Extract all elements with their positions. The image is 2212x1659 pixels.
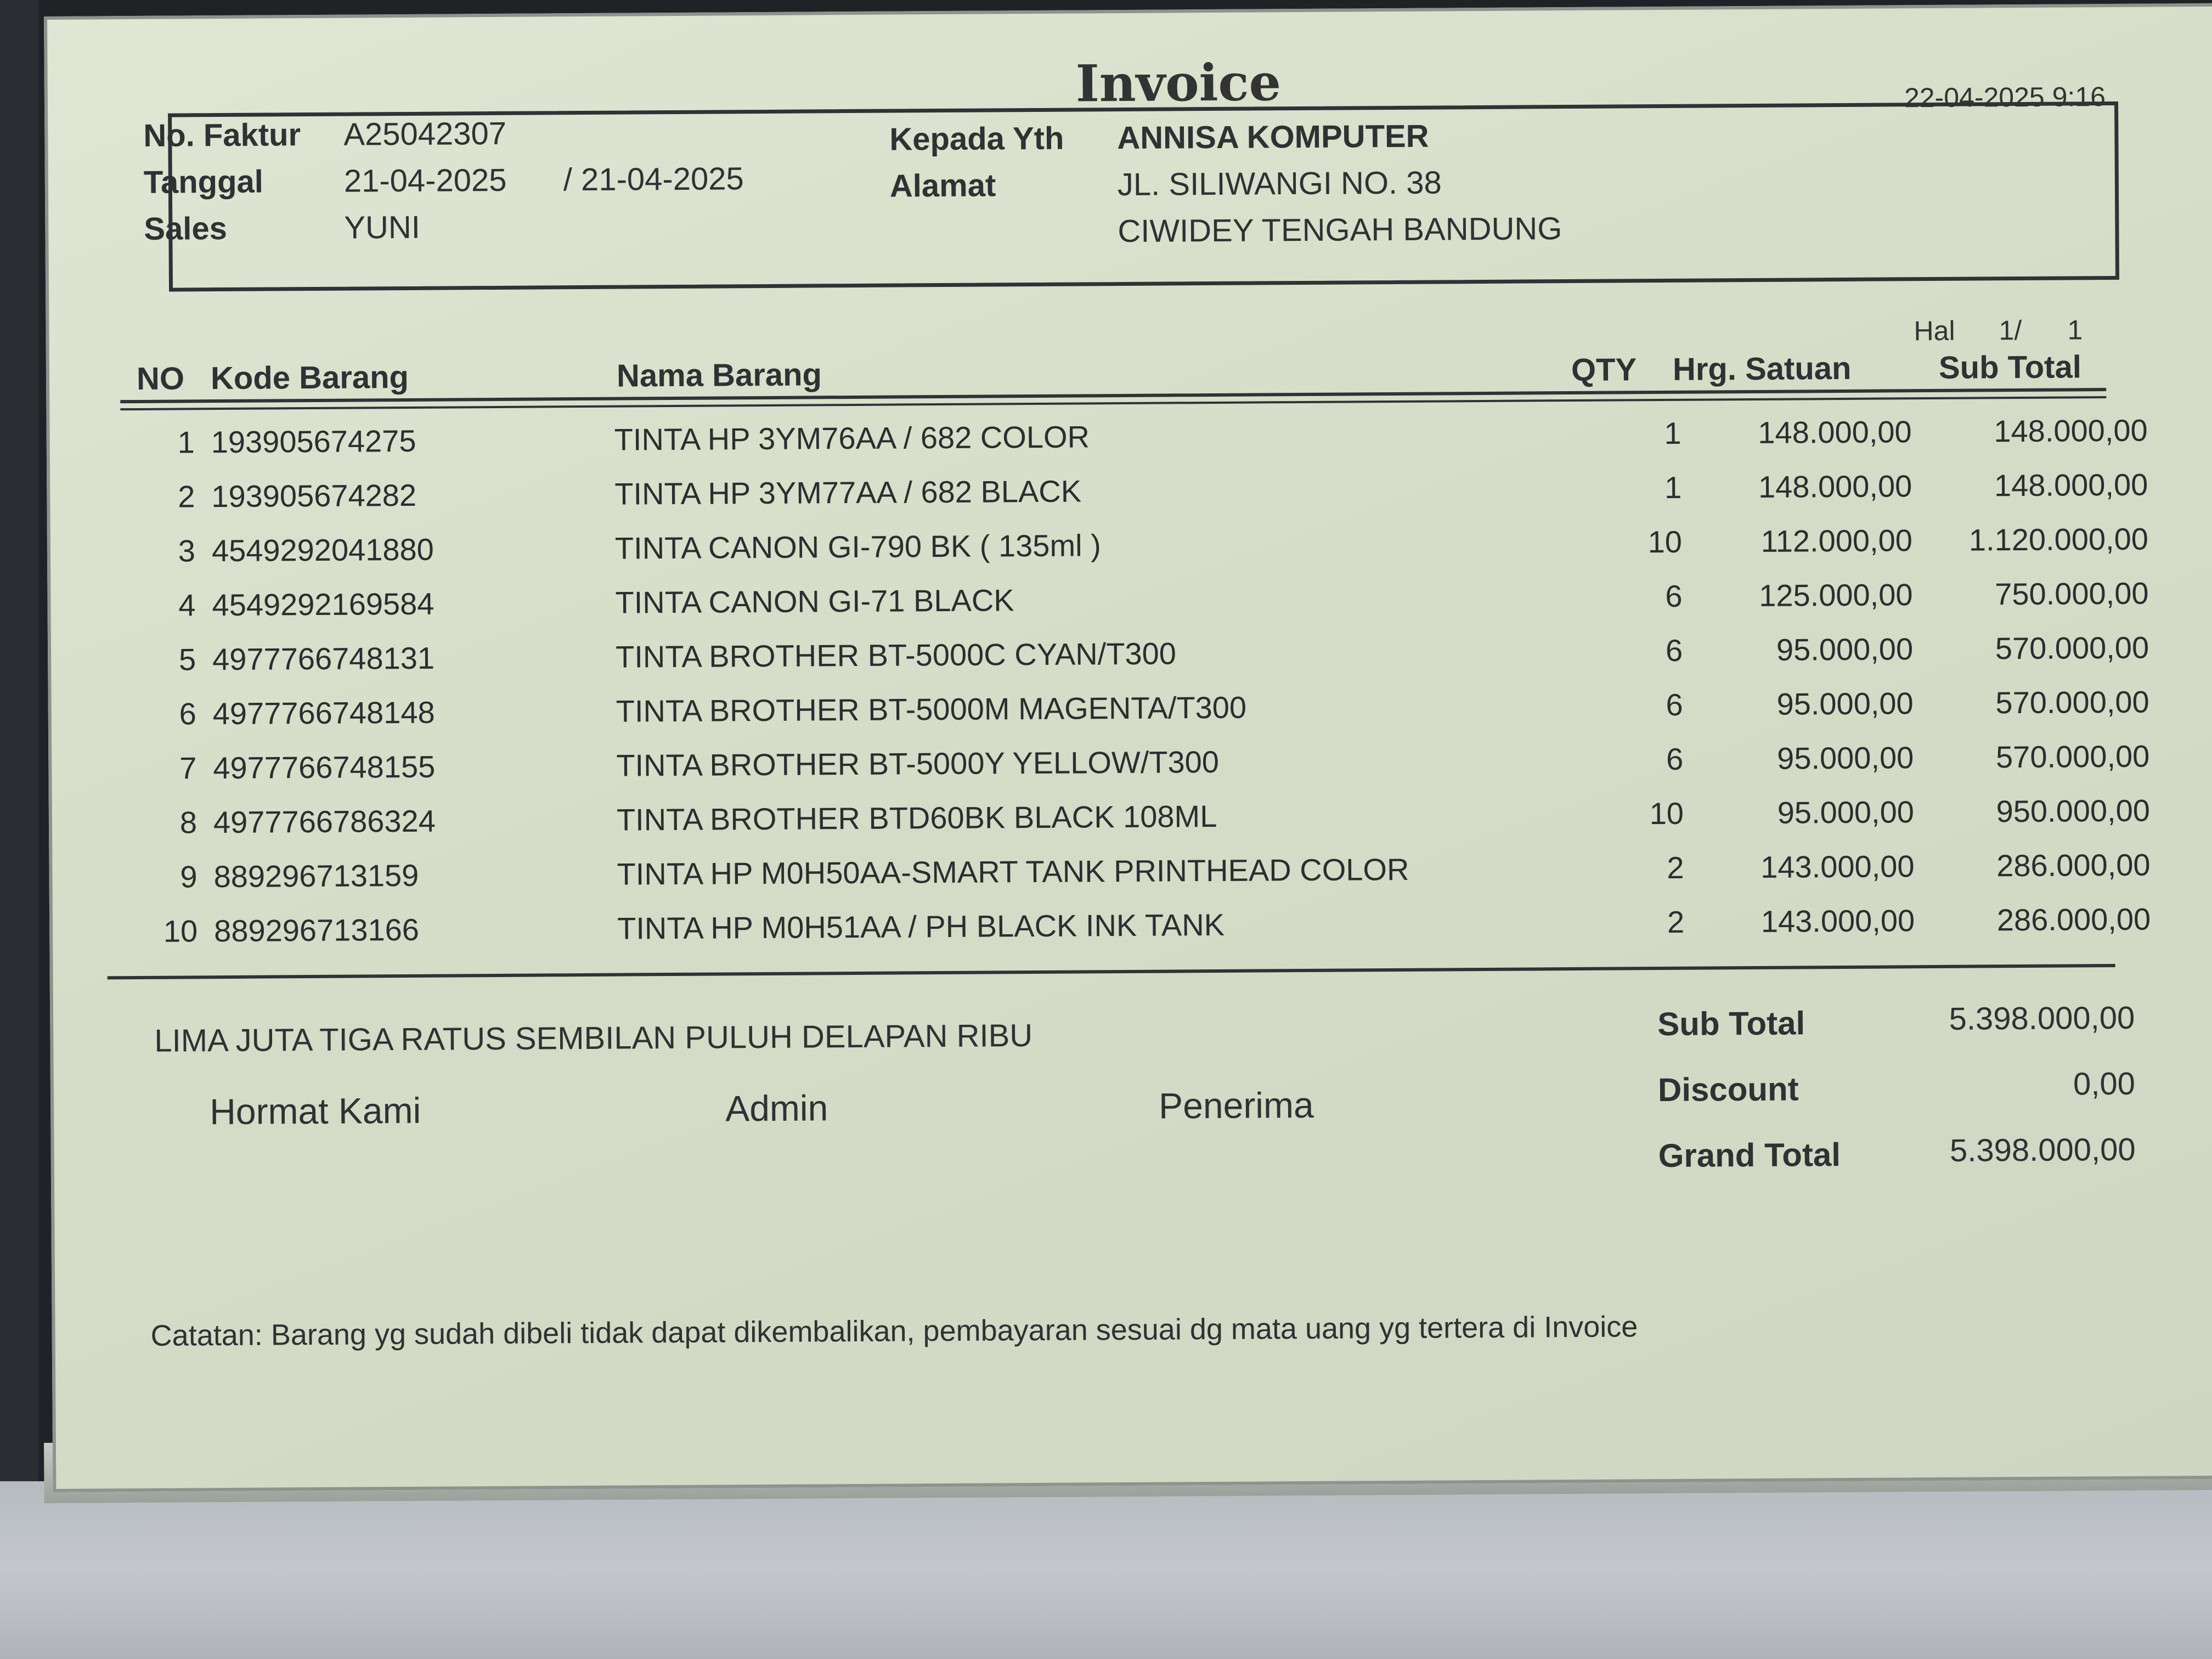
page-total: 1 bbox=[2067, 314, 2083, 346]
tanggal-label: Tanggal bbox=[143, 163, 264, 200]
row-qty: 6 bbox=[1666, 687, 1683, 722]
row-kode: 4977766748148 bbox=[212, 695, 435, 731]
col-nama: Nama Barang bbox=[616, 357, 822, 394]
page-current: 1/ bbox=[1999, 314, 2022, 346]
table-row bbox=[47, 521, 2212, 583]
alamat-label: Alamat bbox=[889, 167, 996, 204]
row-nama: TINTA BROTHER BT-5000M MAGENTA/T300 bbox=[616, 690, 1247, 729]
signature-hormat: Hormat Kami bbox=[209, 1090, 421, 1132]
table-row bbox=[48, 684, 2212, 746]
row-harga: 125.000,00 bbox=[1759, 577, 1913, 613]
col-kode: Kode Barang bbox=[210, 359, 409, 397]
kepada-label: Kepada Yth bbox=[889, 120, 1064, 157]
row-harga: 112.000,00 bbox=[1760, 523, 1913, 558]
row-subtotal: 750.000,00 bbox=[1995, 575, 2149, 612]
row-nama: TINTA BROTHER BT-5000C CYAN/T300 bbox=[615, 636, 1177, 674]
table-row bbox=[48, 738, 2212, 800]
table-row bbox=[49, 847, 2212, 909]
grand-total-label: Grand Total bbox=[1658, 1136, 1841, 1175]
row-nama: TINTA HP 3YM76AA / 682 COLOR bbox=[614, 419, 1090, 457]
col-qty: QTY bbox=[1571, 352, 1637, 388]
row-subtotal: 570.000,00 bbox=[1995, 738, 2150, 775]
row-subtotal: 1.120.000,00 bbox=[1968, 521, 2149, 557]
no-faktur-value: A25042307 bbox=[343, 115, 507, 153]
discount-label: Discount bbox=[1657, 1070, 1799, 1109]
table-row bbox=[49, 792, 2212, 855]
subtotal-value: 5.398.000,00 bbox=[1949, 1000, 2135, 1037]
row-harga: 143.000,00 bbox=[1760, 849, 1915, 884]
row-kode: 193905674275 bbox=[211, 423, 416, 460]
row-qty: 2 bbox=[1667, 904, 1685, 939]
row-nama: TINTA BROTHER BTD60BK BLACK 108ML bbox=[616, 798, 1217, 837]
row-harga: 148.000,00 bbox=[1758, 414, 1912, 450]
row-nama: TINTA HP M0H51AA / PH BLACK INK TANK bbox=[617, 907, 1225, 946]
row-kode: 4549292169584 bbox=[212, 586, 435, 623]
row-harga: 95.000,00 bbox=[1777, 794, 1915, 830]
col-subtotal: Sub Total bbox=[1938, 349, 2082, 386]
amount-in-words: LIMA JUTA TIGA RATUS SEMBILAN PULUH DELAPAN RIBU bbox=[154, 1018, 1033, 1059]
row-qty: 10 bbox=[1649, 795, 1684, 831]
row-harga: 143.000,00 bbox=[1760, 903, 1915, 939]
kepada-value: ANNISA KOMPUTER bbox=[1117, 118, 1429, 156]
row-no: 6 bbox=[179, 696, 196, 731]
row-kode: 4977766786324 bbox=[213, 803, 436, 840]
subtotal-label: Sub Total bbox=[1657, 1005, 1805, 1043]
tanggal-value-2: / 21-04-2025 bbox=[563, 161, 744, 198]
row-subtotal: 148.000,00 bbox=[1994, 467, 2148, 503]
alamat-line-2: CIWIDEY TENGAH BANDUNG bbox=[1118, 211, 1562, 250]
row-kode: 4549292041880 bbox=[211, 532, 435, 568]
grand-total-value: 5.398.000,00 bbox=[1949, 1131, 2136, 1169]
row-qty: 6 bbox=[1666, 741, 1684, 776]
discount-value: 0,00 bbox=[2073, 1065, 2136, 1102]
row-nama: TINTA HP M0H50AA-SMART TANK PRINTHEAD COLOR bbox=[617, 851, 1409, 891]
col-harga: Hrg. Satuan bbox=[1672, 350, 1852, 387]
row-no: 10 bbox=[163, 913, 198, 949]
header-rule-1 bbox=[120, 388, 2106, 403]
row-no: 1 bbox=[177, 425, 195, 460]
invoice-title: Invoice bbox=[1075, 53, 1282, 114]
row-qty: 6 bbox=[1665, 578, 1683, 613]
row-nama: TINTA CANON GI-71 BLACK bbox=[615, 583, 1014, 620]
row-subtotal: 570.000,00 bbox=[1995, 684, 2149, 720]
table-row bbox=[47, 575, 2212, 637]
row-no: 2 bbox=[178, 479, 195, 514]
row-kode: 889296713159 bbox=[213, 857, 419, 894]
row-kode: 193905674282 bbox=[211, 477, 417, 514]
alamat-line-1: JL. SILIWANGI NO. 38 bbox=[1117, 165, 1442, 203]
row-qty: 6 bbox=[1665, 633, 1683, 668]
row-no: 9 bbox=[180, 859, 198, 894]
signature-penerima: Penerima bbox=[1158, 1084, 1314, 1126]
table-row bbox=[49, 901, 2212, 963]
table-row bbox=[48, 629, 2212, 692]
no-faktur-label: No. Faktur bbox=[143, 117, 301, 154]
row-qty: 2 bbox=[1667, 850, 1684, 885]
row-qty: 1 bbox=[1664, 470, 1682, 505]
tanggal-value: 21-04-2025 bbox=[343, 162, 507, 199]
row-harga: 95.000,00 bbox=[1776, 686, 1914, 721]
screen-background-bottom bbox=[0, 1481, 2212, 1659]
row-kode: 889296713166 bbox=[213, 912, 420, 949]
row-no: 3 bbox=[178, 533, 196, 568]
row-subtotal: 286.000,00 bbox=[1996, 847, 2151, 883]
col-no: NO bbox=[136, 360, 185, 397]
signature-admin: Admin bbox=[725, 1087, 828, 1129]
invoice-page bbox=[44, 3, 2212, 1492]
row-kode: 4977766748131 bbox=[212, 640, 435, 677]
table-row bbox=[47, 466, 2212, 529]
print-datetime: 22-04-2025 9:16 bbox=[1904, 81, 2106, 114]
row-qty: 1 bbox=[1664, 415, 1681, 450]
row-subtotal: 286.000,00 bbox=[1996, 901, 2151, 938]
row-no: 4 bbox=[178, 588, 196, 623]
sales-value: YUNI bbox=[344, 209, 421, 246]
row-subtotal: 148.000,00 bbox=[1994, 413, 2148, 449]
row-subtotal: 570.000,00 bbox=[1995, 630, 2149, 666]
invoice-note: Catatan: Barang yg sudah dibeli tidak dapat dikembalikan, pembayaran sesuai dg mata uang yg tertera di Invoice bbox=[150, 1310, 1638, 1352]
row-subtotal: 950.000,00 bbox=[1996, 793, 2151, 829]
footer-rule bbox=[108, 964, 2115, 979]
row-nama: TINTA HP 3YM77AA / 682 BLACK bbox=[614, 473, 1082, 511]
row-harga: 148.000,00 bbox=[1758, 469, 1912, 504]
row-kode: 4977766748155 bbox=[213, 749, 436, 786]
monitor-bezel-left bbox=[0, 0, 38, 1514]
page-label: Hal bbox=[1914, 315, 1955, 347]
row-nama: TINTA CANON GI-790 BK ( 135ml ) bbox=[614, 528, 1101, 566]
table-row bbox=[47, 412, 2212, 475]
row-harga: 95.000,00 bbox=[1776, 740, 1914, 776]
row-qty: 10 bbox=[1647, 524, 1683, 560]
sales-label: Sales bbox=[144, 210, 228, 247]
row-no: 5 bbox=[178, 642, 196, 677]
row-harga: 95.000,00 bbox=[1776, 631, 1914, 667]
row-no: 8 bbox=[179, 805, 198, 840]
row-nama: TINTA BROTHER BT-5000Y YELLOW/T300 bbox=[616, 744, 1220, 783]
row-no: 7 bbox=[179, 751, 197, 786]
